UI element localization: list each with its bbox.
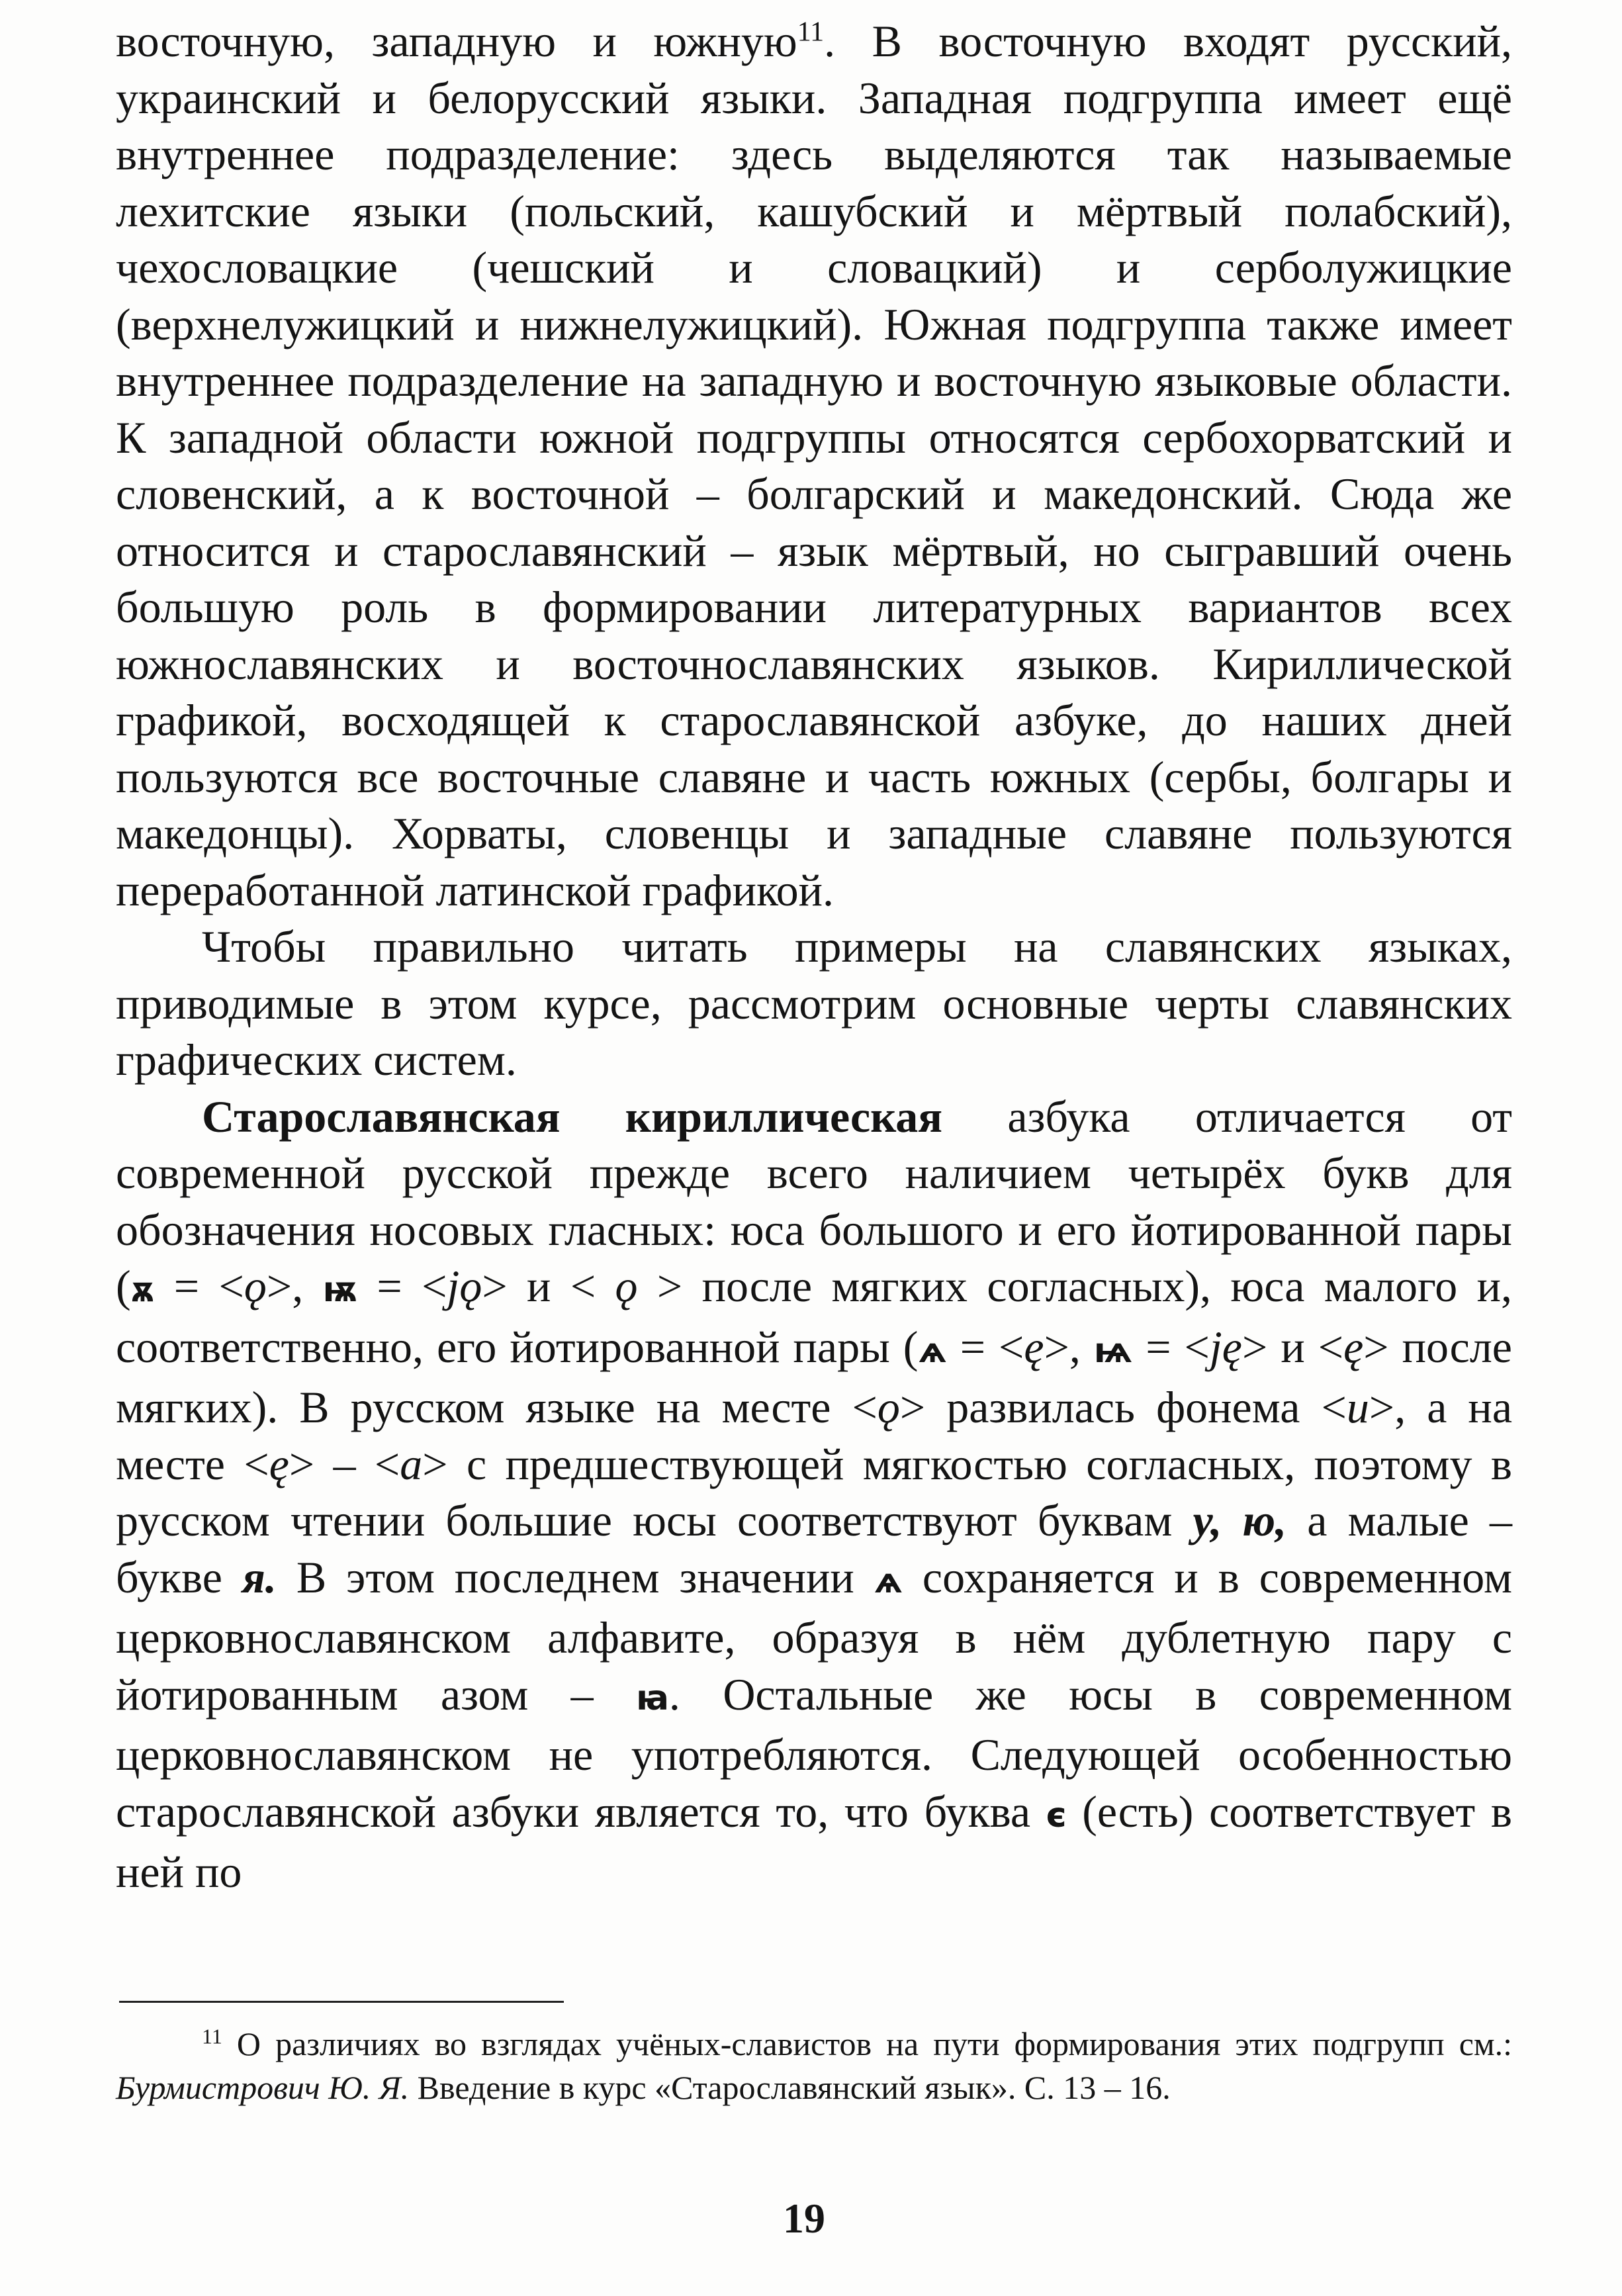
phoneme: jǫ bbox=[447, 1261, 482, 1311]
phoneme: ę bbox=[269, 1438, 289, 1489]
big-yus-glyph: ѫ bbox=[130, 1270, 155, 1310]
small-yus-glyph: ѧ bbox=[918, 1330, 947, 1371]
phoneme: ę bbox=[1343, 1321, 1364, 1372]
p3-text: > после мягких). В русском языке на месте < bbox=[116, 1321, 1512, 1432]
p3-text: = < bbox=[357, 1261, 447, 1311]
iotated-az-glyph: ꙗ bbox=[636, 1678, 669, 1718]
russian-letters: у, ю, bbox=[1193, 1495, 1287, 1545]
p3-text: = < bbox=[946, 1321, 1024, 1372]
p3-text: В этом последнем значении bbox=[276, 1551, 874, 1602]
phoneme: a bbox=[400, 1438, 423, 1489]
p3-text: > и < bbox=[482, 1261, 615, 1311]
p3-text: = < bbox=[1132, 1321, 1210, 1372]
footnote-author: Бурмистрович Ю. Я. bbox=[116, 2069, 410, 2106]
paragraph-1-text-a: восточную, западную и южную bbox=[116, 16, 797, 66]
phoneme: ǫ bbox=[877, 1382, 900, 1432]
phoneme: ję bbox=[1209, 1321, 1242, 1372]
p3-text: азбука отличается от современной русской прежде всего наличием четырёх букв для обозначения носовых гласных: юса большого и его йотированной пары ( bbox=[116, 1091, 1512, 1311]
small-yus-glyph: ѧ bbox=[874, 1561, 903, 1601]
footnote-text-a: О различиях во взглядах учёных-славистов на пути формирования этих подгрупп см.: bbox=[222, 2025, 1512, 2062]
p3-text: . Остальные же юсы в современном церковнославянском не употребляются. Следующей особенностью старославянской азбуки является то, что буква bbox=[116, 1669, 1512, 1837]
p3-text: > с предшествующей мягкостью согласных, поэтому в русском чтении большие юсы соответствуют буквам bbox=[116, 1438, 1513, 1545]
paragraph-1-text-b: . В восточную входят русский, украинский и белорусский языки. Западная подгруппа имеет ещё внутреннее подразделение: здесь выделяются так называемые лехитские языки (польский, кашубский и мёртвый полабский), чехословацкие (чешский и словацкий) и серболужицкие (верхнелужицкий и нижнелужицкий). Южная подгруппа также имеет внутреннее подразделение на западную и восточную языковые области. К западной области южной подгруппы относятся сербохорватский и словенский, а к восточной – болгарский и македонский. Сюда же относится и старославянский – язык мёртвый, но сыгравший очень большую роль в формировании литературных вариантов всех южнославянских и восточнославянских языков. Кириллической графикой, восходящей к старославянской азбуке, до наших дней пользуются все восточные славяне и часть южных (сербы, болгары и македонцы). Хорваты, словенцы и западные славяне пользуются переработанной латинской графикой. bbox=[116, 16, 1512, 915]
est-glyph: є bbox=[1046, 1795, 1067, 1835]
phoneme: ę bbox=[1024, 1321, 1044, 1372]
p3-text: > и < bbox=[1241, 1321, 1344, 1372]
footnote-text bbox=[116, 2022, 1512, 2109]
phoneme: ǫ bbox=[615, 1261, 638, 1311]
paragraph-1 bbox=[116, 13, 1512, 919]
paragraph-2: Чтобы правильно читать примеры на славянских языках, приводимые в этом курсе, рассмотрим основные черты славянских графических систем. bbox=[116, 921, 1512, 1085]
p3-text: > – < bbox=[289, 1438, 400, 1489]
paragraph-3 bbox=[116, 1089, 1512, 1901]
footnote-text-b: Введение в курс «Старославянский язык». С. 13 – 16. bbox=[409, 2069, 1171, 2106]
iotated-big-yus-glyph: ѭ bbox=[322, 1270, 357, 1310]
paragraph-3-bold-lead: Старославянская кириллическая bbox=[202, 1091, 943, 1142]
p3-text: >, bbox=[1044, 1321, 1094, 1372]
page-number: 19 bbox=[783, 2195, 825, 2242]
p3-text: >, а на месте < bbox=[116, 1382, 1512, 1489]
phoneme: u bbox=[1346, 1382, 1369, 1432]
footnote-reference[interactable]: 11 bbox=[797, 17, 825, 48]
p3-text: а малые – букве bbox=[116, 1495, 1512, 1602]
russian-letter: я. bbox=[242, 1551, 277, 1602]
footnote-marker: 11 bbox=[202, 2024, 222, 2048]
p3-text: = < bbox=[154, 1261, 244, 1311]
footnote-divider bbox=[119, 2001, 564, 2003]
footnote bbox=[116, 2022, 1512, 2109]
p3-text: сохраняется и в современном церковнославянском алфавите, образуя в нём дублетную пару с йотированным азом – bbox=[116, 1551, 1513, 1720]
p3-text: > после мягких согласных), юса малого и, соответственно, его йотированной пары ( bbox=[116, 1261, 1513, 1372]
main-text bbox=[116, 13, 1512, 1901]
iotated-small-yus-glyph: ѩ bbox=[1093, 1330, 1133, 1371]
p3-text: >, bbox=[266, 1261, 323, 1311]
p3-text: > развилась фонема < bbox=[899, 1382, 1347, 1432]
phoneme: ǫ bbox=[244, 1261, 267, 1311]
p3-text: (есть) соответствует в ней по bbox=[116, 1786, 1512, 1897]
